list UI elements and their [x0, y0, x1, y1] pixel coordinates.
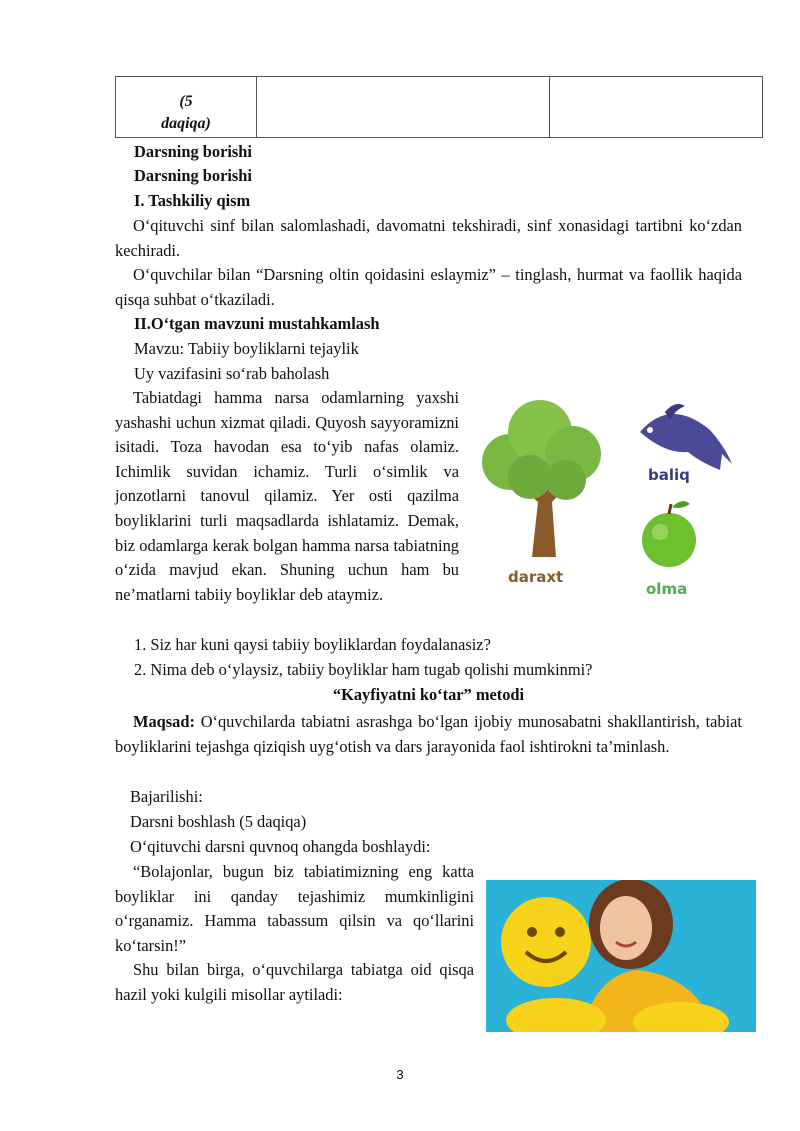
- duration-cell: (5 daqiqa): [116, 77, 257, 138]
- paragraph-text: O‘quvchilar bilan “Darsning oltin qoidasini eslaymiz” – tinglash, hurmat va faollik haqida qisqa suhbat o‘tkaziladi.: [115, 265, 742, 309]
- apple-icon: [642, 501, 696, 567]
- fish-icon: [640, 404, 732, 470]
- empty-cell: [257, 77, 550, 138]
- goal-label: Maqsad:: [133, 712, 195, 731]
- quote-text: “Bolajonlar, bugun biz tabiatimizning eng katta boyliklar ini qanday tejashimiz mumkinligini o‘rganamiz. Hamma tabassum qilsin va qo‘llarini ko‘tarsin!”: [115, 862, 474, 955]
- heading-organizational: I. Tashkiliy qism: [134, 191, 251, 210]
- heading-lesson-process: Darsning borishi: [134, 166, 252, 185]
- execution-label: Bajarilishi:: [130, 787, 203, 806]
- jokes-text: Shu bilan birga, o‘quvchilarga tabiatga oid qisqa hazil yoki kulgili misollar aytiladi:: [115, 960, 474, 1004]
- tree-icon: [482, 400, 601, 557]
- empty-cell: [550, 77, 763, 138]
- heading-lesson-process: Darsning borishi: [134, 142, 252, 161]
- goal-text: O‘quvchilarda tabiatni asrashga bo‘lgan ijobiy munosabatni shakllantirish, tabiat boyliklarini tejashga qiziqish uyg‘otish va dars jarayonida faol ishtirokni ta’minlash.: [115, 712, 742, 756]
- start-line: Darsni boshlash (5 daqiqa): [130, 812, 307, 831]
- section-heading: II.O‘tgan mavzuni mustahkamlash: [134, 314, 380, 333]
- quote-block: [115, 860, 474, 1008]
- teacher-line: O‘qituvchi darsni quvnoq ohangda boshlaydi:: [130, 837, 431, 856]
- smiley-balloon-icon: [501, 897, 591, 987]
- tree-label: daraxt: [508, 568, 564, 586]
- goal-paragraph: [115, 710, 742, 759]
- apple-label: olma: [646, 580, 688, 598]
- schedule-table: [115, 76, 763, 138]
- smiling-woman-photo: [486, 880, 756, 1032]
- question-1: 1. Siz har kuni qaysi tabiiy boyliklardan foydalanasiz?: [134, 635, 491, 654]
- homework-line: Uy vazifasini so‘rab baholash: [134, 364, 330, 383]
- paragraph: [115, 214, 742, 312]
- paragraph-text: Tabiatdagi hamma narsa odamlarning yaxshi yashashi uchun xizmat qiladi. Quyosh sayyoramizni isitadi. Toza havodan esa to‘yib nafas olamiz. Ichimlik suvidan ichamiz. Turli o‘simlik va jonzotlarni tanovul qilamiz. Yer osti qazilma boyliklarini turli maqsadlarda ishlatamiz. Demak, biz odamlarga kerak bolgan hamma narsa tabiatning o‘zida mavjud ekan. Shuning uchun ham bu ne’matlarni tabiiy boyliklar deb ataymiz.: [115, 388, 459, 604]
- paragraph-text: O‘qituvchi sinf bilan salomlashadi, davomatni tekshiradi, sinf xonasidagi tartibni ko‘zdan kechiradi.: [115, 216, 742, 260]
- nature-paragraph: [115, 386, 459, 607]
- page-number: 3: [396, 1067, 404, 1082]
- method-title: “Kayfiyatni ko‘tar” metodi: [332, 685, 525, 704]
- topic-line: Mavzu: Tabiiy boyliklarni tejaylik: [134, 339, 359, 358]
- natural-resources-illustration: [470, 392, 750, 612]
- fish-label: baliq: [648, 466, 690, 484]
- question-2: 2. Nima deb o‘ylaysiz, tabiiy boyliklar ham tugab qolishi mumkinmi?: [134, 660, 593, 679]
